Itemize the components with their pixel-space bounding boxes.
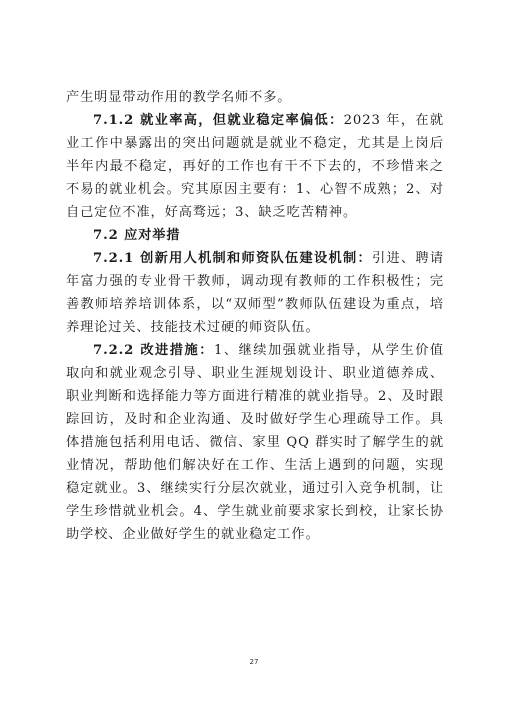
paragraph-text: 引进、聘请年富力强的专业骨干教师，调动现有教师的工作积极性；完善教师培养培训体系，以“双师型”教师队伍建设为重点，培养理论过关、技能技术过硬的师资队伍。 <box>66 251 445 335</box>
paragraph-text: 1、继续加强就业指导，从学生价值取向和就业观念引导、职业生涯规划设计、职业道德养成、职业判断和选择能力等方面进行精准的就业指导。2、及时跟踪回访，及时和企业沟通、及时做好学生心理疏导工作。具体措施包括利用电话、微信、家里 QQ 群实时了解学生的就业情况，帮助他们解决好在工作、生活上遇到的问题，实现稳定就业。3、继续实行分层次就业，通过引入竞争机制，让学生珍惜就业机会。4、学生就业前要求家长到校，让家长协助学校、企业做好学生的就业稳定工作。 <box>66 343 445 542</box>
section-heading-7-2-2: 7.2.2 改进措施： <box>93 343 214 358</box>
page-content <box>66 86 444 546</box>
paragraph-7-2-1 <box>66 247 444 339</box>
paragraph-continuation <box>66 86 444 109</box>
paragraph-7-1-2 <box>66 109 444 224</box>
section-heading-7-2: 7.2 应对举措 <box>93 228 181 243</box>
page-number: 27 <box>249 658 259 666</box>
paragraph-text: 产生明显带动作用的教学名师不多。 <box>66 90 292 105</box>
paragraph-text: 2023 年，在就业工作中暴露出的突出问题就是就业不稳定，尤其是上岗后半年内最不稳定，再好的工作也有干不下去的，不珍惜来之不易的就业机会。究其原因主要有：1、心智不成熟；2、对自己定位不准，好高骛远；3、缺乏吃苦精神。 <box>66 113 444 220</box>
paragraph-7-2-2 <box>66 339 444 546</box>
section-heading-7-1-2: 7.1.2 就业率高，但就业稳定率偏低： <box>93 113 344 128</box>
section-heading-7-2-1: 7.2.1 创新用人机制和师资队伍建设机制： <box>93 251 372 266</box>
